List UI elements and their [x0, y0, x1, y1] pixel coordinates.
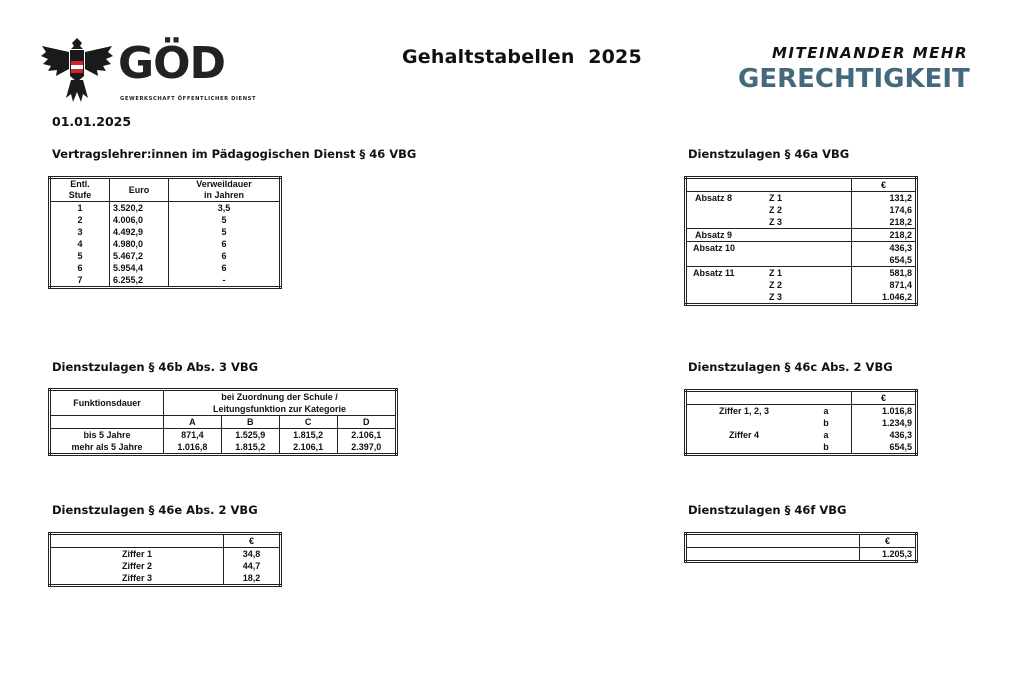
effective-date: 01.01.2025 [52, 114, 132, 129]
table-row: 2 4.006,0 5 [50, 214, 281, 226]
slogan-line-1: MITEINANDER MEHR [772, 44, 969, 62]
table-46f [684, 532, 918, 563]
section-heading-46a: Dienstzulagen § 46a VBG [688, 147, 850, 161]
header-cat-d: D [337, 416, 396, 429]
header-euro: Euro [110, 178, 169, 202]
table-row: Ziffer 3 18,2 [50, 572, 281, 586]
table-row: 654,5 [686, 254, 917, 267]
eagle-icon [40, 36, 114, 104]
table-row: 1.205,3 [686, 548, 917, 562]
table-46a [684, 176, 918, 306]
table-row: b 1.234,9 [686, 417, 917, 429]
logo-subtitle: GEWERKSCHAFT ÖFFENTLICHER DIENST [120, 96, 257, 102]
currency-header: € [852, 178, 917, 192]
header-group-line1: bei Zuordnung der Schule / [164, 390, 397, 404]
table-row: Ziffer 4 a 436,3 [686, 429, 917, 441]
header-cat-c: C [279, 416, 337, 429]
header-stufe: Entl. Stufe [68, 179, 92, 200]
table-46b [48, 388, 398, 456]
currency-header: € [860, 534, 917, 548]
section-heading-46e: Dienstzulagen § 46e Abs. 2 VBG [52, 503, 258, 517]
logo-wordmark: GÖD [118, 38, 226, 89]
slogan-line-2: GERECHTIGKEIT [738, 64, 970, 94]
table-row: Z 2 871,4 [686, 279, 917, 291]
currency-header: € [852, 391, 917, 405]
table-row: Ziffer 1, 2, 3 a 1.016,8 [686, 405, 917, 418]
table-row: 1 3.520,2 3,5 [50, 202, 281, 215]
table-row: 7 6.255,2 - [50, 274, 281, 288]
table-row: Absatz 8 Z 1 131,2 [686, 192, 917, 205]
table-row: Z 3 1.046,2 [686, 291, 917, 305]
table-row: 6 5.954,4 6 [50, 262, 281, 274]
table-row: 5 5.467,2 6 [50, 250, 281, 262]
table-row: Ziffer 2 44,7 [50, 560, 281, 572]
currency-header: € [224, 534, 281, 548]
header-cat-a: A [164, 416, 222, 429]
header-funktionsdauer: Funktionsdauer [50, 390, 164, 416]
table-row: Ziffer 1 34,8 [50, 548, 281, 561]
table-row: bis 5 Jahre 871,4 1.525,9 1.815,2 2.106,1 [50, 429, 397, 442]
page-title: Gehaltstabellen 2025 [402, 46, 642, 68]
table-row: Z 3 218,2 [686, 216, 917, 229]
table-row: 3 4.492,9 5 [50, 226, 281, 238]
header-verweildauer: Verweildauer in Jahren [169, 178, 281, 202]
section-heading-46f: Dienstzulagen § 46f VBG [688, 503, 847, 517]
goed-logo [38, 36, 268, 106]
table-46c [684, 389, 918, 456]
table-row: Absatz 9 218,2 [686, 229, 917, 242]
section-heading-46: Vertragslehrer:innen im Pädagogischen Dienst § 46 VBG [52, 147, 417, 161]
table-row: Z 2 174,6 [686, 204, 917, 216]
table-row: mehr als 5 Jahre 1.016,8 1.815,2 2.106,1 2.397,0 [50, 441, 397, 455]
table-46e [48, 532, 282, 587]
header-group-line2: Leitungsfunktion zur Kategorie [164, 403, 397, 416]
table-row: b 654,5 [686, 441, 917, 455]
table-46 [48, 176, 282, 289]
table-row: Absatz 11 Z 1 581,8 [686, 267, 917, 280]
table-row: 4 4.980,0 6 [50, 238, 281, 250]
header-cat-b: B [221, 416, 279, 429]
section-heading-46c: Dienstzulagen § 46c Abs. 2 VBG [688, 360, 893, 374]
section-heading-46b: Dienstzulagen § 46b Abs. 3 VBG [52, 360, 259, 374]
table-row: Absatz 10 436,3 [686, 242, 917, 255]
